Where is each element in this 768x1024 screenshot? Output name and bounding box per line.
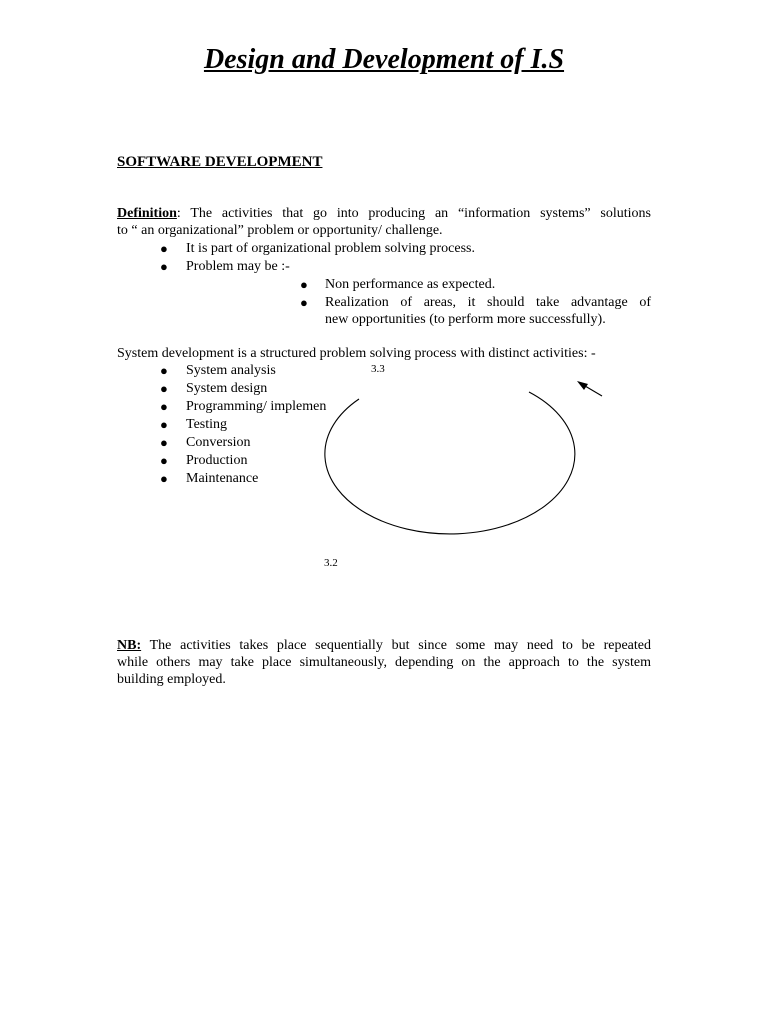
nb-paragraph [117, 637, 651, 688]
definition-line-1 [117, 205, 651, 222]
definition-label: Definition [117, 206, 177, 221]
system-dev-intro: System development is a structured problem solving process with distinct activities: - [117, 346, 596, 361]
cycle-arc [325, 392, 575, 534]
bullet-dot: ● [160, 435, 168, 450]
bullet-item: Problem may be :- [186, 259, 290, 274]
sub-bullet-continuation: new opportunities (to perform more successfully). [325, 312, 606, 327]
page-title: Design and Development of I.S [203, 44, 565, 75]
bullet-item: It is part of organizational problem solving process. [186, 241, 476, 256]
nb-line-2: while others may take place simultaneously, depending on the approach to the system [117, 655, 651, 670]
nb-label: NB: [117, 638, 142, 653]
nb-line-3: building employed. [117, 672, 226, 687]
activity-item: Conversion [186, 435, 251, 450]
diagram-label-top: 3.3 [371, 363, 385, 375]
diagram-label-bottom: 3.2 [324, 557, 338, 569]
sub-bullet-item: Non performance as expected. [325, 277, 496, 292]
definition-line-2: to “ an organizational” problem or opportunity/ challenge. [117, 223, 443, 238]
arrow-head [577, 381, 588, 390]
bullet-dot: ● [160, 259, 168, 274]
activity-item: Programming/ implemen [186, 399, 327, 414]
bullet-dot: ● [300, 277, 308, 292]
bullet-dot: ● [160, 363, 168, 378]
bullet-dot: ● [160, 417, 168, 432]
bullet-dot: ● [160, 241, 168, 256]
nb-text-1: The activities takes place sequentially but since some may need to be repeated [141, 638, 651, 653]
arrow-line [580, 383, 602, 396]
activity-item: System analysis [186, 363, 276, 378]
sub-bullet-item: Realization of areas, it should take advantage of [325, 295, 651, 310]
bullet-dot: ● [160, 381, 168, 396]
bullet-dot: ● [160, 399, 168, 414]
activity-item: Testing [186, 417, 228, 432]
nb-line-1 [117, 637, 651, 654]
activity-item: Production [186, 453, 248, 468]
bullet-dot: ● [300, 295, 308, 310]
bullet-dot: ● [160, 453, 168, 468]
definition-text-1: : The activities that go into producing an “information systems” solutions [176, 206, 651, 221]
activity-item: Maintenance [186, 471, 259, 486]
definition-paragraph [117, 205, 651, 239]
section-heading: SOFTWARE DEVELOPMENT [117, 154, 323, 170]
activity-item: System design [186, 381, 268, 396]
bullet-dot: ● [160, 471, 168, 486]
